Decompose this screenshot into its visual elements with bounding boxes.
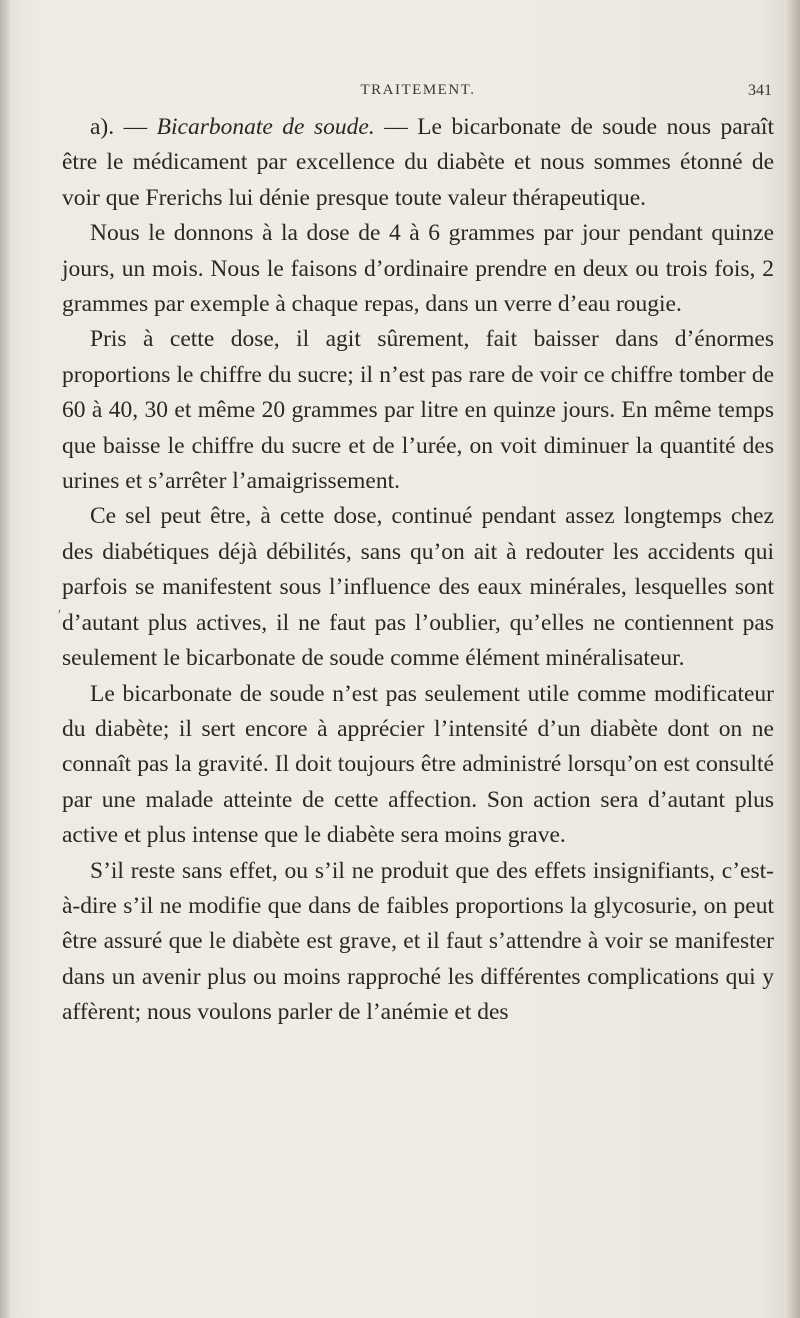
running-head: TRAITEMENT.: [360, 82, 476, 98]
margin-mark: ′: [58, 608, 62, 623]
page-header: [62, 82, 774, 104]
page-body: [62, 110, 774, 1031]
paragraph-dose: Nous le donnons à la dose de 4 à 6 grammes par jour pendant quinze jours, un mois. Nous le faisons d’ordinaire prendre en deux ou trois fois, 2 grammes par exemple à chaque repas, dans un verre d’eau rougie.: [62, 220, 774, 318]
paragraph-no-effect: S’il reste sans effet, ou s’il ne produit que des effets insignifiants, c’est-à-dire s’il ne modifie que dans de faibles proportions la glycosurie, on peut être assuré que le diabète est grave, et il faut s’attendre à voir se manifester dans un avenir plus ou moins rapproché les différentes complications qui y affèrent; nous voulons parler de l’anémie et des: [62, 857, 774, 1026]
section-intro: — Le bicarbonate de soude nous paraît être le médicament par excellence du diabète et nous sommes étonné de voir que Frerichs lui dénie presque toute valeur thérapeutique.: [62, 114, 774, 211]
section-title: Bicarbonate de soude.: [156, 114, 375, 140]
paragraph-effect: Pris à cette dose, il agit sûrement, fait baisser dans d’énormes proportions le chiffre du sucre; il n’est pas rare de voir ce chiffre tomber de 60 à 40, 30 et même 20 grammes par litre en quinze jours. En même temps que baisse le chiffre du sucre et de l’urée, on voit diminuer la quantité des urines et s’arrêter l’amaigrissement.: [62, 326, 774, 495]
page-number: 341: [748, 82, 772, 99]
paragraph-duration: Ce sel peut être, à cette dose, continué pendant assez longtemps chez des diabétiques déjà débilités, sans qu’on ait à redouter les accidents qui parfois se manifestent sous l’influence des eaux minérales, lesquelles sont d’autant plus actives, il ne faut pas l’oublier, qu’elles ne contiennent pas seulement le bicarbonate de soude comme élément minéralisateur.: [62, 503, 774, 672]
paragraph-modifier: Le bicarbonate de soude n’est pas seulement utile comme modificateur du diabète; il sert encore à apprécier l’intensité d’un diabète dont on ne connaît pas la gravité. Il doit toujours être administré lorsqu’on est consulté par une malade atteinte de cette affection. Son action sera d’autant plus active et plus intense que le diabète sera moins grave.: [62, 680, 774, 849]
section-paragraph: [62, 110, 774, 216]
page-gutter-shadow: [0, 0, 10, 1318]
page-edge-shadow: [784, 0, 800, 1318]
section-label: a). —: [90, 114, 157, 140]
